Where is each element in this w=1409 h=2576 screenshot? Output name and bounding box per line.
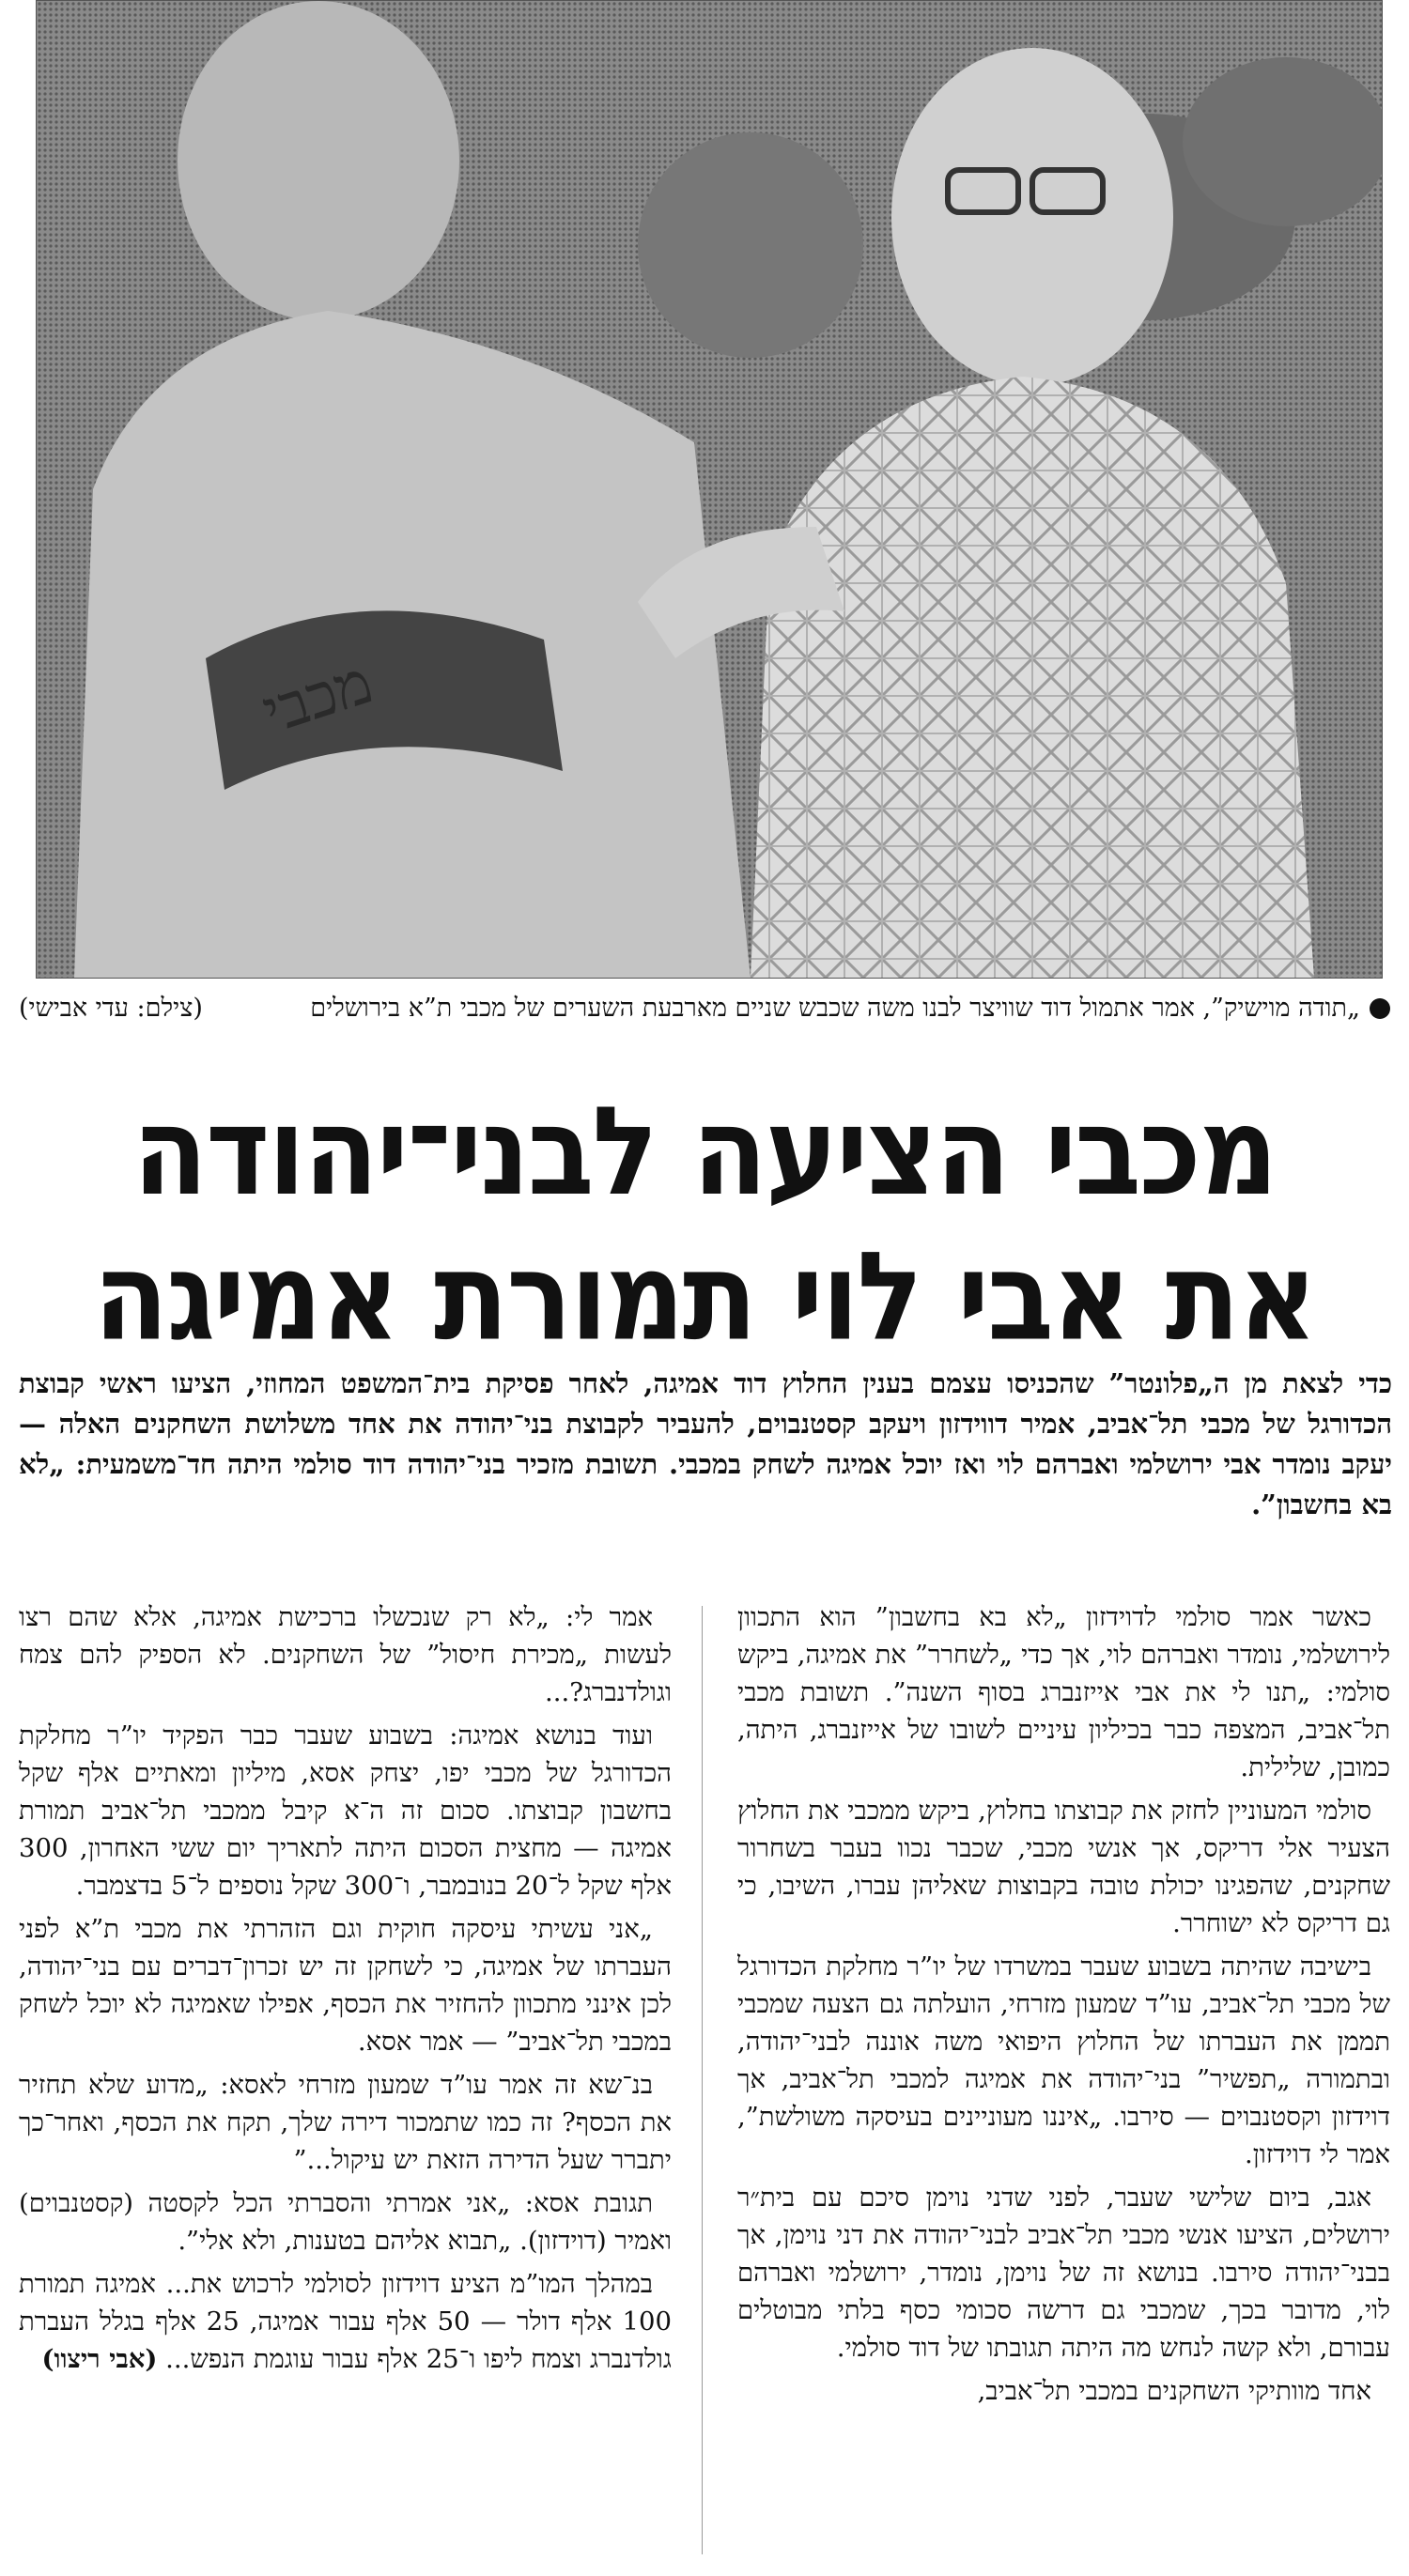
paragraph: סולמי המעוניין לחזק את קבוצתו בחלוץ, ביקש ממכבי את החלוץ הצעיר אלי דריקס, אך אנשי מכבי, שכבר נכוו בעבר בשחרור שחקנים, שהפגינו יכולת טובה בקבוצות שאליהן עברו, השיבו, כי גם דריקס לא ישוחרר.: [737, 1796, 1390, 1938]
author-signature: (אבי ריצוו): [41, 2344, 158, 2374]
paragraph: בנ־שא זה אמר עו”ד שמעון מזרחי לאסא: „מדוע שלא תחזיר את הכסף? זה כמו שתמכור דירה שלך, תקח את הכסף, ואחר־כך יתברר שעל הדירה הזאת יש עיקול...”: [19, 2070, 672, 2175]
headline-line-1: מכבי הציעה לבני־יהודה: [132, 1081, 1277, 1224]
paragraph: אגב, ביום שלישי שעבר, לפני שדני נוימן סיכם עם בית״ר ירושלים, הציעו אנשי מכבי תל־אביב לבני־יהודה את דני נוימן, אך בבני־יהודה סירבו. בנושא זה של נוימן, נומדר, ירושלמי ואברהם לוי, מדובר בכך, שמכבי גם דרשה סכומי כסף בלתי מבוטלים עבורם, ולא קשה לנחש מה היתה תגובתו של דוד סולמי.: [737, 2183, 1390, 2363]
paragraph: [19, 2265, 672, 2378]
headline-line-2: את אבי לוי תמורת אמיגה: [93, 1226, 1316, 1368]
article-column-right: [737, 1598, 1390, 2556]
lead-paragraph: כדי לצאת מן ה„פלונטר” שהכניסו עצמם בענין החלוץ דוד אמיגה, לאחר פסיקת בית־המשפט המחוזי, הציעו ראשי קבוצת הכדורגל של מכבי תל־אביב, אמיר דווידזון ויעקב קסטנבוים, להעביר לקבוצת בני־יהודה את אחד משלושת השחקנים האלה — יעקב נומדר אבי ירושלמי ואברהם לוי ואז יוכל אמיגה לשחק במכבי. תשובת מזכיר בני־יהודה דוד סולמי היתה חד־משמעית: „לא בא בחשבון”.: [19, 1367, 1392, 1520]
paragraph: „אני עשיתי עיסקה חוקית וגם הזהרתי את מכבי ת”א לפני העברתו של אמיגה, כי לשחקן זה יש זכרון־דברים עם בני־יהודה, לכן אינני מתכוון להחזיר את הכסף, אפילו שאמיגה לא יוכל לשחק במכבי תל־אביב” — אמר אסא.: [19, 1914, 672, 2057]
paragraph: כאשר אמר סולמי לדוידזון „לא בא בחשבון” הוא התכוון לירושלמי, נומדר ואברהם לוי, אך כדי „לשחרר” את אמיגה, ביקש סולמי: „תנו לי את אבי אייזנברג בסוף השנה”. תשובת מכבי תל־אביב, המצפה כבר בכיליון עיניים לשובו של אייזנברג, היתה, כמובן, שלילית.: [737, 1602, 1390, 1782]
paragraph: אמר לי: „לא רק שנכשלו ברכישת אמיגה, אלא שהם רצו לעשות „מכירת חיסול” של השחקנים. לא הספיק להם צמח וגולדנברג?...: [19, 1602, 672, 1707]
news-photo: [36, 0, 1383, 979]
article-headline: [19, 1080, 1390, 1370]
paragraph: אחד מוותיקי השחקנים במכבי תל־אביב,: [977, 2376, 1371, 2406]
article-column-left: [19, 1598, 672, 2556]
paragraph: ועוד בנושא אמיגה: בשבוע שעבר כבר הפקיד יו”ר מחלקת הכדורגל של מכבי יפו, יצחק אסא, מיליון ומאתיים אלף שקל בחשבון קבוצתו. סכום זה ה־א קיבל ממכבי תל־אביב תמורת אמיגה — מחצית הסכום היתה לתאריך יום ששי האחרון, 300 אלף שקל ל־20 בנובמבר, ו־300 שקל נוספים ל־5 בדצמבר.: [19, 1720, 672, 1901]
column-divider: [702, 1606, 703, 2554]
paragraph: בישיבה שהיתה בשבוע שעבר במשרדו של יו”ר מחלקת הכדורגל של מכבי תל־אביב, עו”ד שמעון מזרחי, הועלתה גם הצעה שמכבי תממן את העברתו של החלוץ היפואי משה אוננה לבני־יהודה, ובתמורה „תפשיר” בני־יהודה את אמיגה למכבי תל־אביב, אך דוידזון וקסטנבוים — סירבו. „איננו מעוניינים בעיסקה משולשת”, אמר לי דוידזון.: [737, 1951, 1390, 2169]
bullet-icon: [1370, 998, 1390, 1019]
paragraph-text: במהלך המו”מ הציע דוידזון לסולמי לרכוש את... אמיגה תמורת 100 אלף דולר — 50 אלף עבור אמיגה, 25 אלף בגלל העברת גולדנברג וצמח ליפו ו־25 אלף עבור עוגמת הנפש...: [19, 2269, 672, 2374]
paragraph: תגובת אסא: „אני אמרתי והסברתי הכל לקסטה (קסטנבוים) ואמיר (דוידזון). „תבוא אליהם בטענות, ולא אלי”.: [19, 2188, 672, 2256]
photo-two-men-icon: [37, 1, 1382, 978]
photo-caption: [19, 991, 1390, 1066]
svg-text:מכבי: מכבי: [255, 647, 381, 748]
caption-text: „תודה מוישיק”, אמר אתמול דוד שוויצר לבנו משה שכבש שניים מארבעת השערים של מכבי ת”א בירושלים: [310, 994, 1360, 1023]
photo-credit: (צילם: עדי אבישי): [19, 994, 203, 1023]
